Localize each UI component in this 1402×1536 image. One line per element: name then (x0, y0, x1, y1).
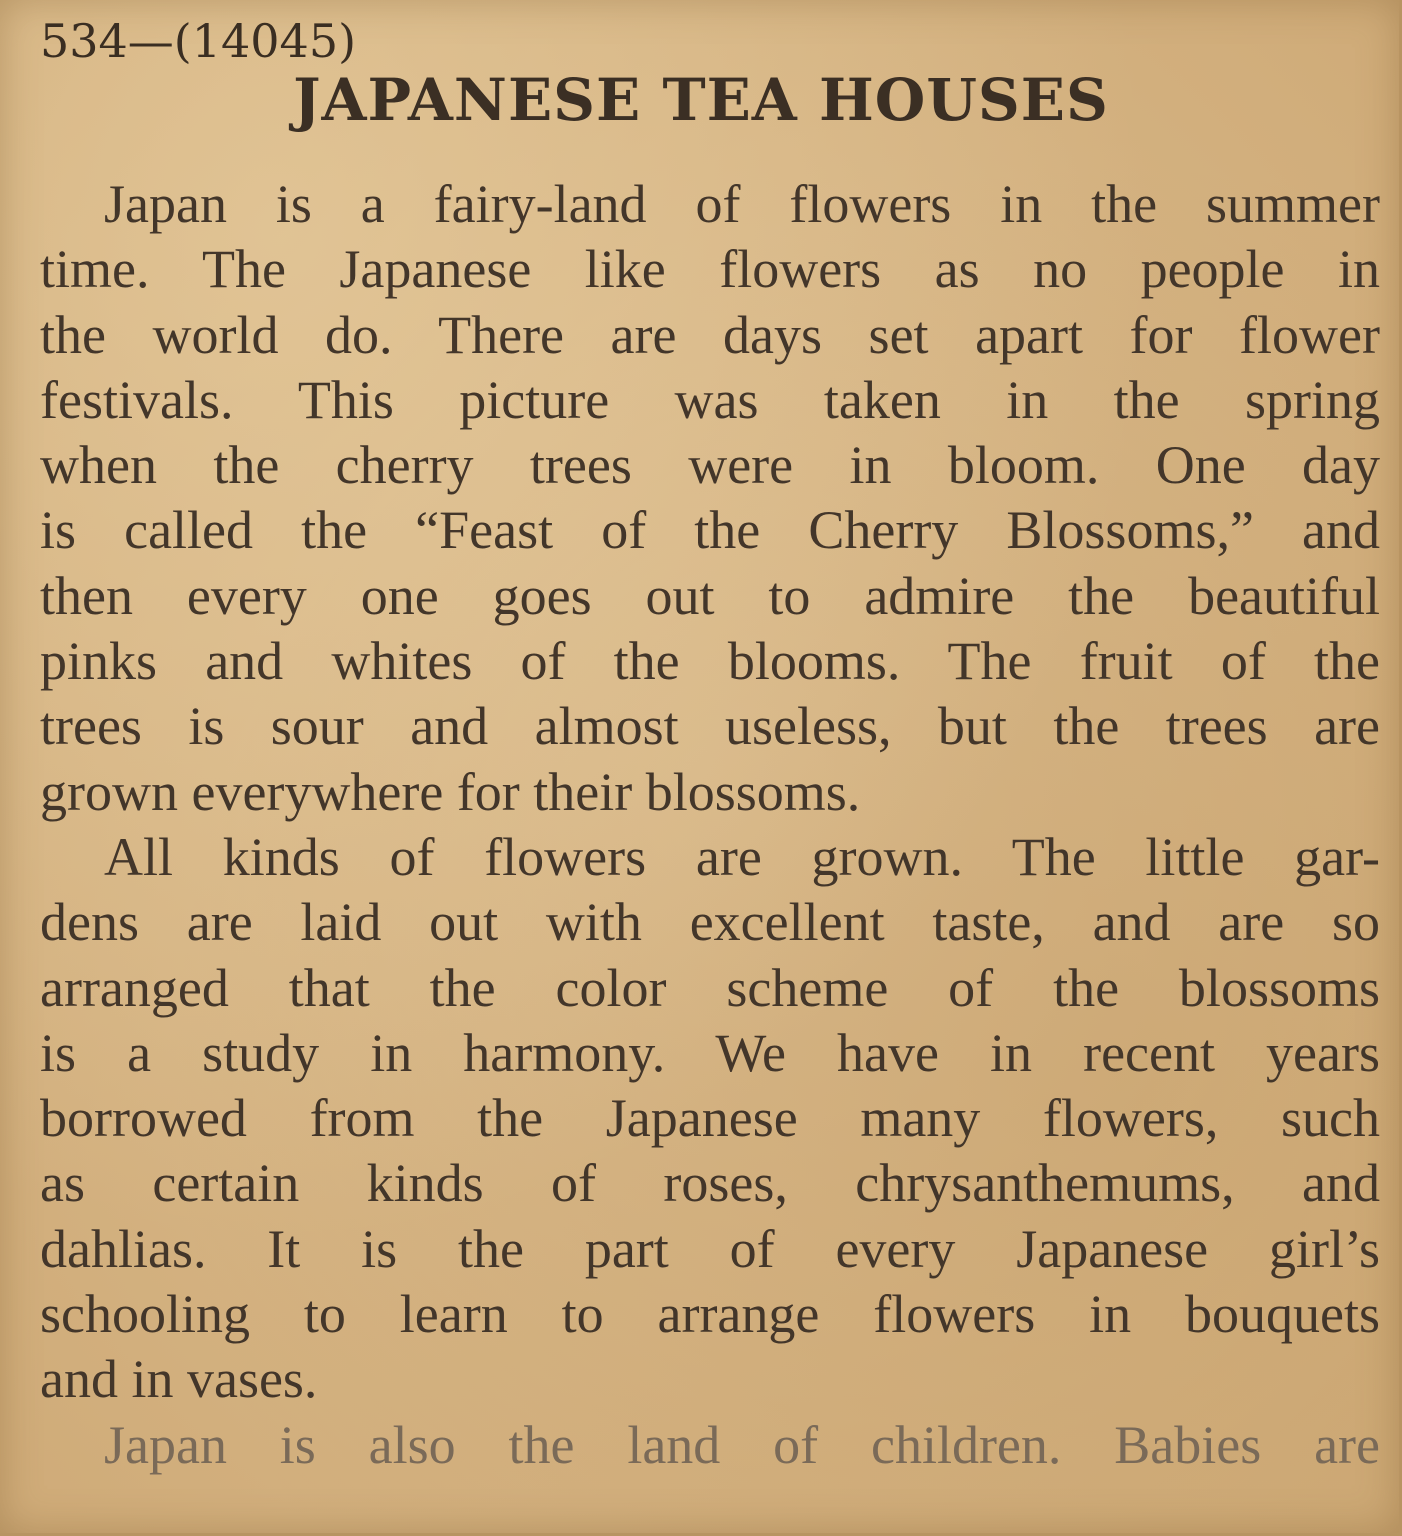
text-line: borrowed from the Japanese many flowers, such (40, 1088, 1380, 1149)
text-line: dahlias. It is the part of every Japanese girl’s (40, 1218, 1380, 1279)
text-line: pinks and whites of the blooms. The fruit of the (40, 631, 1380, 692)
text-line: then every one goes out to admire the beautiful (40, 565, 1380, 626)
text-line: and in vases. (40, 1349, 318, 1410)
text-line: the world do. There are days set apart for flower (40, 304, 1380, 365)
text-line: trees is sour and almost useless, but the trees are (40, 696, 1380, 757)
text-line: is a study in harmony. We have in recent years (40, 1022, 1380, 1083)
text-line: festivals. This picture was taken in the spring (40, 369, 1380, 430)
text-line: schooling to learn to arrange flowers in bouquets (40, 1284, 1380, 1345)
card-body-text (40, 172, 1380, 1478)
text-line: time. The Japanese like flowers as no people in (40, 239, 1380, 300)
text-line: when the cherry trees were in bloom. One day (40, 435, 1380, 496)
text-line: grown everywhere for their blossoms. (40, 761, 861, 822)
catalog-number: 534—(14045) (40, 14, 357, 68)
text-line: dens are laid out with excellent taste, and are so (40, 892, 1380, 953)
card-title: JAPANESE TEA HOUSES (293, 66, 1109, 134)
text-line: All kinds of flowers are grown. The little gar- (104, 826, 1380, 887)
text-line: arranged that the color scheme of the blossoms (40, 957, 1380, 1018)
text-line: Japan is a fairy-land of flowers in the summer (104, 174, 1380, 234)
text-line: is called the “Feast of the Cherry Blossoms,” and (40, 500, 1380, 561)
text-line: Japan is also the land of children. Babies are (104, 1414, 1380, 1475)
text-line: as certain kinds of roses, chrysanthemums, and (40, 1153, 1380, 1214)
